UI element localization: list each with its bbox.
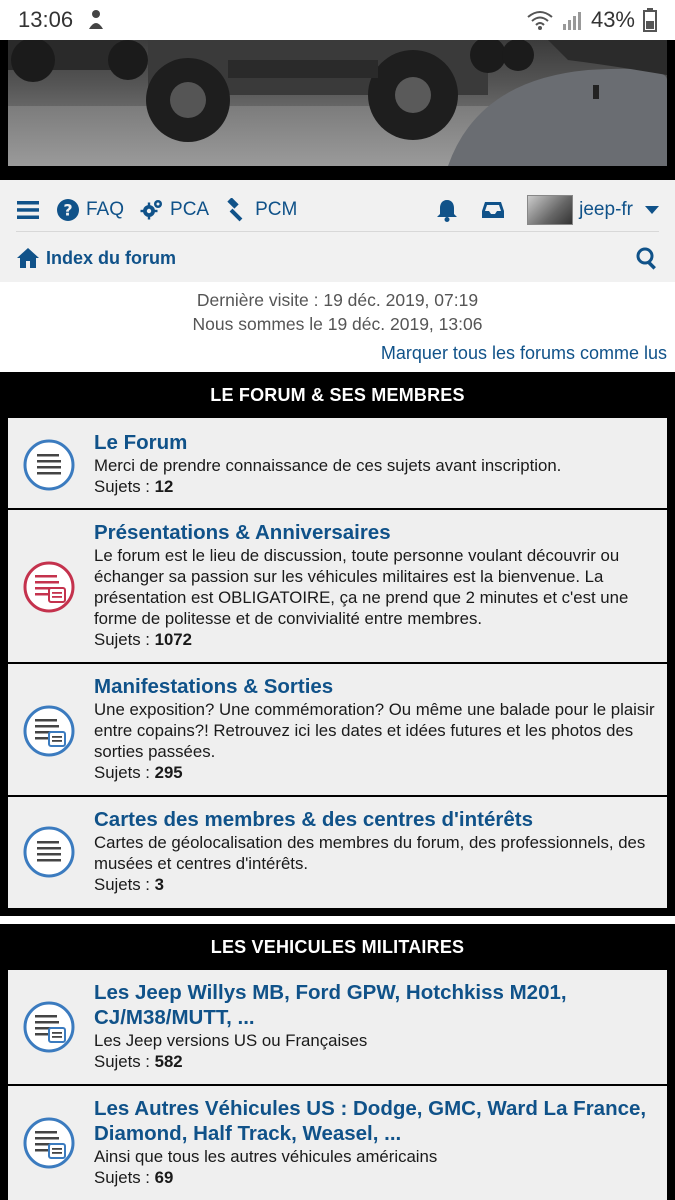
forum-read-subforum-icon [22, 1000, 76, 1054]
forum-title[interactable]: Cartes des membres & des centres d'intérêts [94, 808, 533, 831]
clock: 13:06 [18, 7, 74, 32]
forum-category [0, 372, 675, 916]
question-circle-icon [56, 198, 80, 222]
forum-row[interactable] [8, 664, 667, 797]
forum-index-label: Index du forum [46, 247, 176, 268]
breadcrumb [16, 236, 659, 280]
status-bar [0, 0, 675, 40]
forum-description: Le forum est le lieu de discussion, toute personne voulant découvrir ou échanger sa passion sur les véhicules militaires est la bienvenue. La présentation est OBLIGATOIRE, ça ne prend que 2 minutes et c'est une forme de politesse et de convivialité entre membres. [94, 546, 629, 628]
inbox-icon[interactable] [481, 198, 505, 222]
pcm-link[interactable] [225, 198, 297, 222]
battery-percent: 43% [590, 7, 635, 32]
gavel-icon [225, 198, 249, 222]
faq-label: FAQ [86, 198, 125, 220]
forum-topics: Sujets : 69 [94, 1168, 174, 1187]
topics-count: 12 [154, 477, 174, 496]
battery-icon [643, 8, 657, 32]
pcm-label: PCM [255, 198, 298, 220]
forum-title[interactable]: Les Autres Véhicules US : Dodge, GMC, Ward La France, Diamond, Half Track, Weasel, ... [94, 1097, 647, 1145]
forum-read-icon [22, 825, 76, 879]
search-icon[interactable] [635, 246, 659, 270]
forum-row[interactable] [8, 510, 667, 664]
cogs-icon [140, 198, 164, 222]
forum-row[interactable] [8, 797, 667, 908]
forum-topics: Sujets : 1072 [94, 630, 192, 649]
navbar [0, 176, 675, 282]
nav-quick-links [16, 188, 659, 232]
topics-count: 295 [154, 763, 183, 782]
forum-index-link[interactable] [16, 246, 176, 270]
forum-topics: Sujets : 12 [94, 477, 174, 496]
last-visit: Dernière visite : 19 déc. 2019, 07:19 [196, 290, 479, 310]
forum-topics: Sujets : 295 [94, 763, 183, 782]
topics-count: 1072 [154, 630, 192, 649]
forum-unread-subforum-icon [22, 560, 76, 614]
forum-topics: Sujets : 582 [94, 1052, 183, 1071]
hamburger-menu-icon[interactable] [16, 198, 40, 222]
forum-description: Les Jeep versions US ou Françaises [94, 1031, 368, 1050]
category-header[interactable]: LE FORUM & SES MEMBRES [210, 384, 465, 405]
bell-icon[interactable] [435, 198, 459, 222]
forum-topics: Sujets : 3 [94, 875, 164, 894]
category-header[interactable]: LES VEHICULES MILITAIRES [210, 936, 465, 957]
faq-link[interactable] [56, 198, 124, 222]
topics-count: 3 [154, 875, 164, 894]
forum-description: Ainsi que tous les autres véhicules américains [94, 1147, 438, 1166]
forum-read-icon [22, 438, 76, 492]
banner [0, 40, 675, 176]
signal-icon [561, 9, 583, 31]
forum-row[interactable] [8, 418, 667, 510]
forum-row[interactable] [8, 1086, 667, 1200]
forum-description: Merci de prendre connaissance de ces sujets avant inscription. [94, 456, 562, 475]
topics-count: 582 [154, 1052, 183, 1071]
mark-all-read-link[interactable]: Marquer tous les forums comme lus [380, 343, 667, 363]
user-menu[interactable] [527, 195, 659, 225]
home-icon [16, 246, 40, 270]
banner-image [8, 40, 667, 166]
forum-read-subforum-icon [22, 704, 76, 758]
caret-down-icon [645, 206, 659, 214]
current-time: Nous sommes le 19 déc. 2019, 13:06 [192, 314, 483, 334]
forum-title[interactable]: Manifestations & Sorties [94, 675, 334, 698]
avatar [527, 195, 573, 225]
username: jeep-fr [579, 198, 633, 220]
pca-link[interactable] [140, 198, 209, 222]
forum-title[interactable]: Présentations & Anniversaires [94, 521, 391, 544]
wifi-icon [527, 9, 553, 31]
topics-count: 69 [154, 1168, 174, 1187]
forum-row[interactable] [8, 970, 667, 1086]
section-gap [0, 916, 675, 924]
forum-read-subforum-icon [22, 1116, 76, 1170]
pca-label: PCA [170, 198, 210, 220]
notification-icon [87, 9, 105, 31]
forum-title[interactable]: Le Forum [94, 431, 188, 454]
forum-category [0, 924, 675, 1200]
forum-description: Une exposition? Une commémoration? Ou même une balade pour le plaisir entre copains?! Retrouvez ici les dates et idées futures et les photos des sorties passées. [94, 700, 655, 761]
forum-title[interactable]: Les Jeep Willys MB, Ford GPW, Hotchkiss M201, CJ/M38/MUTT, ... [94, 981, 567, 1029]
visit-info [0, 282, 675, 372]
svg-text:?: ? [63, 200, 73, 219]
forum-description: Cartes de géolocalisation des membres du forum, des professionnels, des musées et centres d'intérêts. [94, 833, 646, 873]
